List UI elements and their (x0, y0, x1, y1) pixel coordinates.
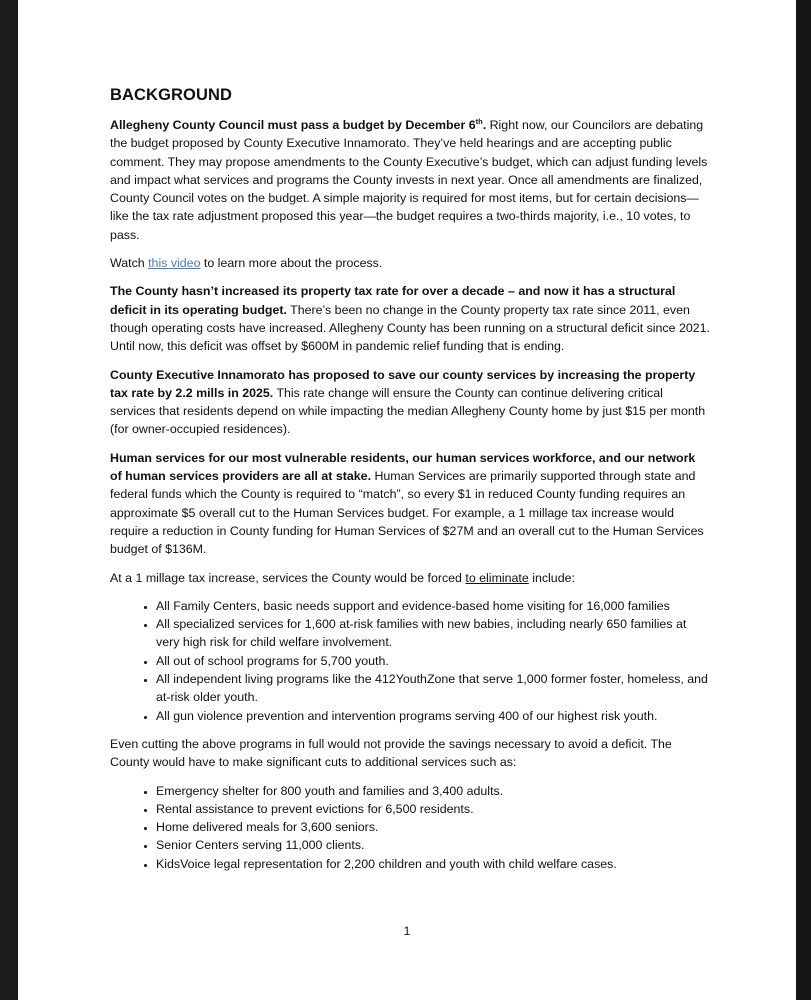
list-item: • Senior Centers serving 11,000 clients. (156, 836, 710, 854)
additional-cuts-list (110, 782, 710, 873)
page-number: 1 (403, 924, 411, 938)
viewer-edge (796, 0, 811, 1000)
section-heading: BACKGROUND (110, 86, 232, 104)
paragraph-eliminate-intro: At a 1 millage tax increase, services the County would be forced to eliminate include: (110, 570, 575, 585)
list-item: • All independent living programs like the 412YouthZone that serve 1,000 former foster, homeless, and at-risk older youth. (156, 670, 710, 707)
paragraph-human-services: Human services for our most vulnerable residents, our human services workforce, and our network of human services providers are all at stake. Human Services are primarily supported through state and federal funds which the County is required to “match”, so every $1 in reduced County funding requires an approximate $5 overall cut to the Human Services budget. For example, a 1 millage tax increase would require a reduction in County funding for Human Services of $27M and an overall cut to the Human Services budget of $136M. (110, 450, 704, 557)
eliminated-services-list (110, 597, 710, 725)
paragraph-proposal: County Executive Innamorato has proposed to save our county services by increasing the property tax rate by 2.2 mills in 2025. This rate change will ensure the County can continue delivering critical services that residents depend on while impacting the median Allegheny County home by just $15 per month (for owner-occupied residences). (110, 367, 706, 437)
list-item: • All Family Centers, basic needs support and evidence-based home visiting for 16,000 families (156, 597, 710, 615)
list-item: • Rental assistance to prevent evictions for 6,500 residents. (156, 800, 710, 818)
list-item: • Emergency shelter for 800 youth and families and 3,400 adults. (156, 782, 710, 800)
video-link[interactable]: this video (148, 256, 201, 271)
paragraph-video: Watch this video to learn more about the process. (110, 256, 383, 271)
paragraph-additional-cuts: Even cutting the above programs in full would not provide the savings necessary to avoid a deficit. The County would have to make significant cuts to additional services such as: (110, 736, 672, 770)
list-item: • All out of school programs for 5,700 youth. (156, 652, 710, 670)
list-item: • Home delivered meals for 3,600 seniors. (156, 818, 710, 836)
list-item: • All gun violence prevention and intervention programs serving 400 of our highest risk youth. (156, 707, 710, 725)
list-item: • KidsVoice legal representation for 2,200 children and youth with child welfare cases. (156, 855, 710, 873)
bold-lead: Allegheny County Council must pass a budget by December 6th. (110, 116, 487, 132)
document-body (110, 86, 710, 883)
paragraph-tax-rate: The County hasn’t increased its property tax rate for over a decade – and now it has a structural deficit in its operating budget. There’s been no change in the County property tax rate since 2011, even though operating costs have increased. Allegheny County has been running on a structural deficit since 2021. Until now, this deficit was offset by $600M in pandemic relief funding that is ending. (110, 284, 710, 354)
list-item: • All specialized services for 1,600 at-risk families with new babies, including nearly 650 families at very high risk for child welfare involvement. (156, 615, 710, 652)
paragraph-budget-deadline: Allegheny County Council must pass a budget by December 6th. Right now, our Councilors are debating the budget proposed by County Executive Innamorato. They’ve held hearings and are accepting public comment. They may propose amendments to the County Executive’s budget, which can adjust funding levels and impact what services and programs the County invests in next year. Once all amendments are finalized, County Council votes on the budget. A simple majority is required for most items, but for certain decisions—like the tax rate adjustment proposed this year—the budget requires a two-thirds majority, i.e., 10 votes, to pass. (110, 116, 708, 242)
document-page (18, 0, 796, 1000)
